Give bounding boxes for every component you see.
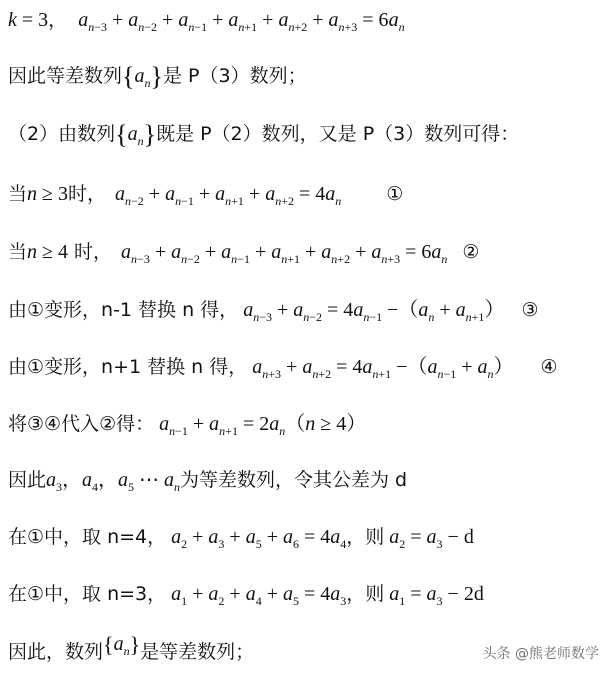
condition-n-ge-4: n ≥ 4 (27, 241, 68, 263)
sequence-an: $\{a_n\}$ (122, 62, 163, 91)
line-1 (8, 6, 405, 34)
line-3-post: 既是 P（2）数列，又是 P（3）数列可得： (156, 123, 520, 145)
sequence-terms: $a_3$，$a_4$，$a_5$ ⋯ $a_n$ (46, 469, 181, 494)
k-equals-3: k = 3 (8, 9, 49, 31)
line-7 (8, 353, 558, 381)
sequence-an: $\{a_n\}$ (103, 632, 141, 658)
line-8 (8, 410, 366, 438)
line-4-time: 时， (68, 183, 107, 205)
equation-tag-1: ① (386, 183, 404, 205)
line-6-text: 由①变形，n-1 替换 n 得， (8, 299, 239, 321)
line-5 (8, 238, 479, 266)
equation-tag-4: ④ (540, 356, 558, 378)
formula-sum-six-terms: $a_{n-3} + a_{n-2} + a_{n-1} + a_{n+1} + a_{n+2} + a_{n+3} = 6a_n$ (78, 9, 405, 34)
line-12-pre: 因此，数列 (8, 641, 104, 663)
watermark: 头条 @熊老师数学 (482, 646, 599, 662)
line-11-mid: ，则 (346, 583, 385, 605)
line-9-pre: 因此 (8, 469, 47, 491)
line-4 (8, 180, 403, 208)
formula-5: $a_{n-1} + a_{n+1} = 2a_n(n \ge 4)$ (159, 413, 367, 438)
formula-6: $a_2 + a_3 + a_5 + a_6 = 4a_4$ (171, 526, 347, 551)
result-a2: $a_2 = a_3 - d$ (389, 526, 474, 551)
line-11-pre: 在①中，取 n=3， (8, 583, 167, 605)
formula-3: $a_{n-3} + a_{n-2} = 4a_{n-1} -(a_n + a_{n+1})$ (243, 299, 505, 324)
line-7-text: 由①变形，n+1 替换 n 得， (8, 356, 248, 378)
separator: ， (48, 9, 68, 31)
line-12-post: 是等差数列； (140, 641, 255, 663)
condition-n-ge-3: n ≥ 3 (27, 183, 68, 205)
equation-tag-3: ③ (521, 299, 539, 321)
formula-2: $a_{n-3} + a_{n-2} + a_{n-1} + a_{n+1} + a_{n+2} + a_{n+3} = 6a_n$ (121, 241, 448, 266)
sequence-an: $\{a_n\}$ (115, 120, 157, 149)
result-a1: $a_1 = a_3 - 2d$ (389, 583, 484, 608)
line-9 (8, 466, 407, 494)
formula-7: $a_1 + a_2 + a_4 + a_5 = 4a_3$ (171, 583, 347, 608)
line-11 (8, 580, 484, 608)
line-10-mid: ，则 (346, 526, 385, 548)
line-3 (8, 120, 519, 149)
line-2-post: 是 P（3）数列； (162, 65, 307, 87)
line-2-pre: 因此等差数列 (8, 65, 123, 87)
line-9-post: 为等差数列，令其公差为 d (180, 469, 408, 491)
line-5-time: 时， (68, 241, 113, 263)
line-4-pre: 当 (8, 183, 28, 205)
line-12 (8, 632, 255, 667)
line-6 (8, 296, 538, 324)
line-5-pre: 当 (8, 241, 28, 263)
line-3-pre: （2）由数列 (8, 123, 116, 145)
formula-4: $a_{n+3} + a_{n+2} = 4a_{n+1} -(a_{n-1} + a_n)$ (252, 356, 514, 381)
line-10 (8, 523, 474, 551)
line-2 (8, 62, 307, 91)
line-10-pre: 在①中，取 n=4， (8, 526, 167, 548)
equation-tag-2: ② (462, 241, 480, 263)
formula-1: $a_{n-2} + a_{n-1} + a_{n+1} + a_{n+2} = 4a_n$ (115, 183, 342, 208)
line-8-text: 将③④代入②得： (8, 413, 155, 435)
